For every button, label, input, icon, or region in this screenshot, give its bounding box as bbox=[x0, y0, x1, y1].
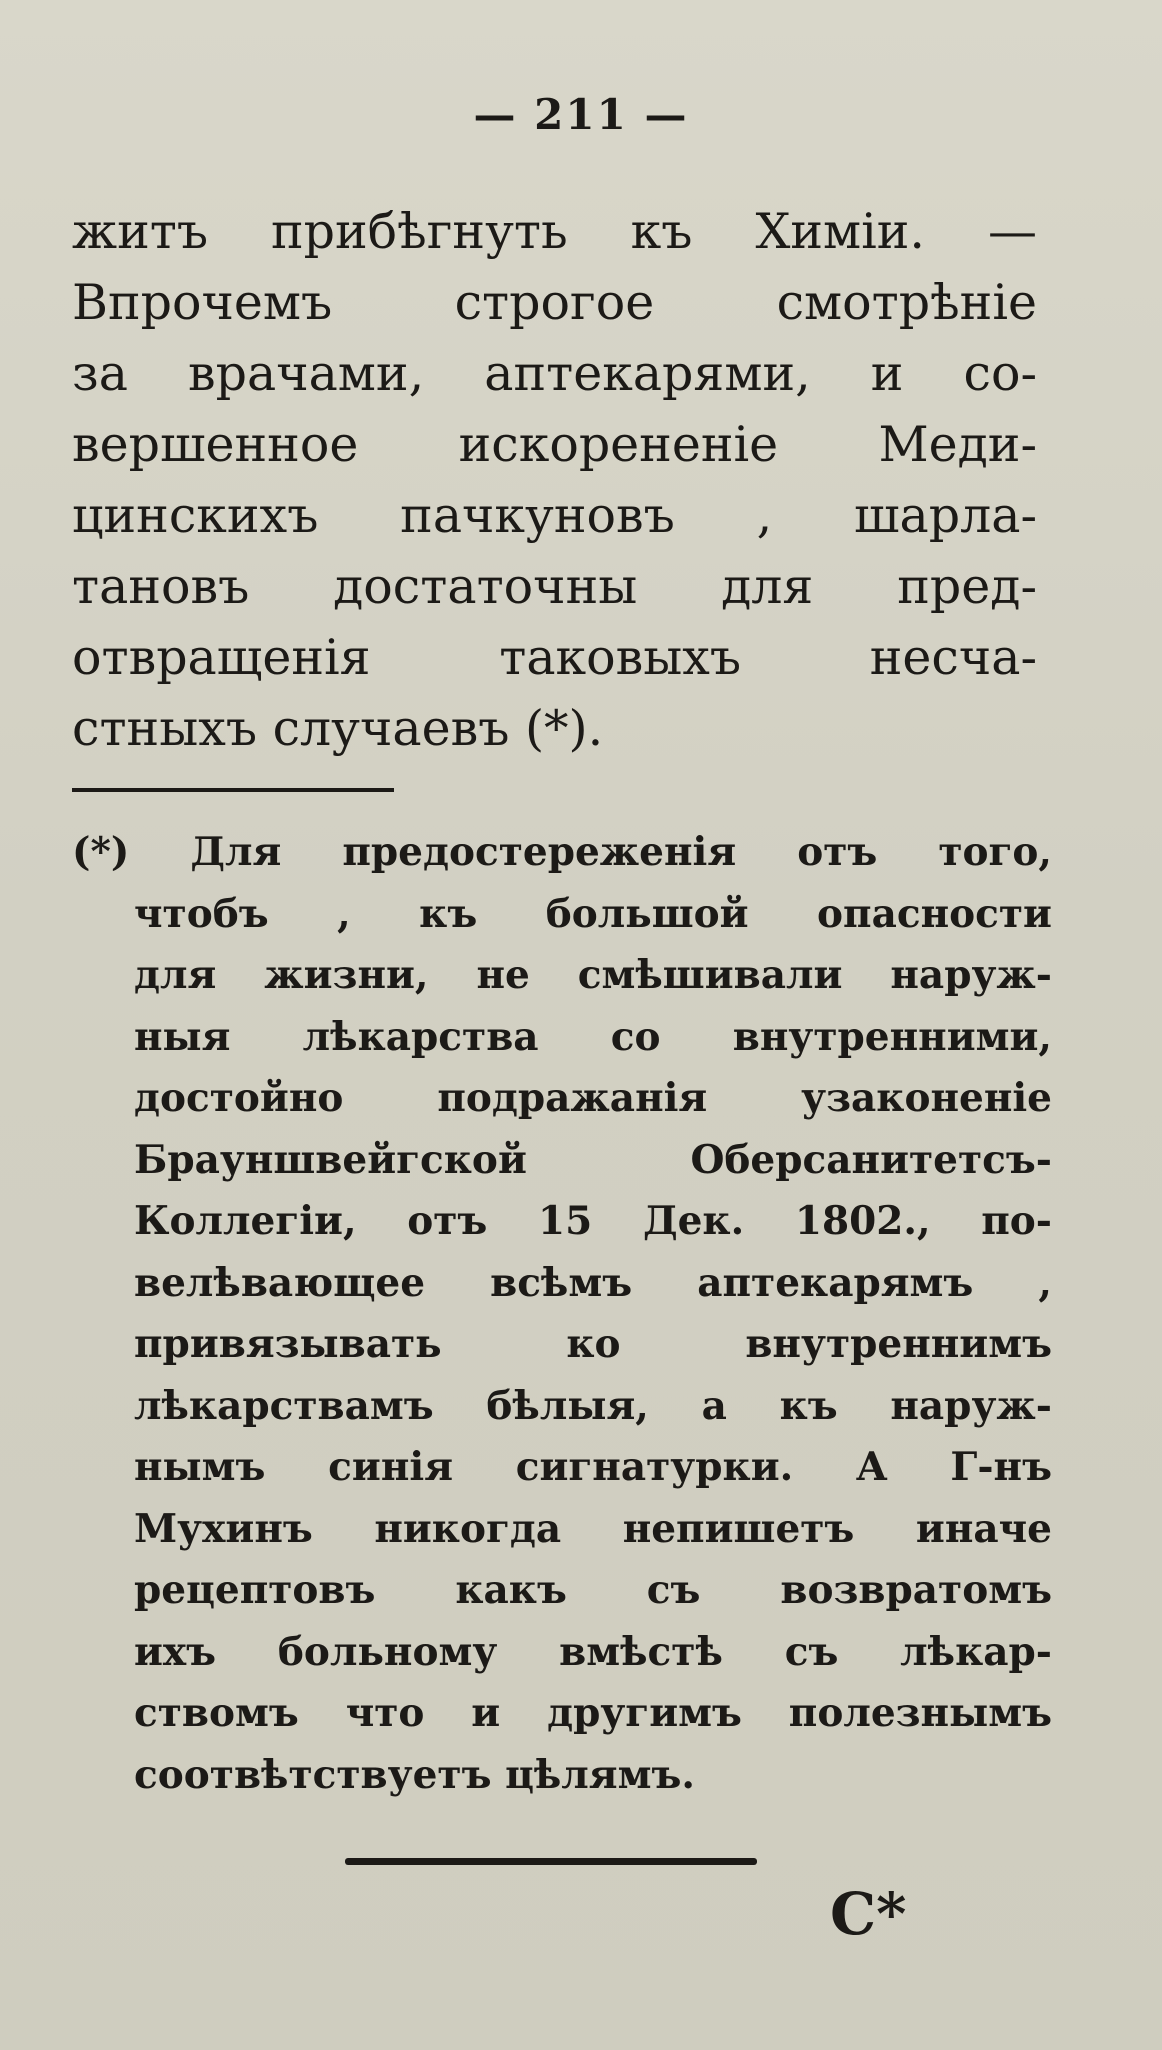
main-text-line: тановъ достаточны для пред- bbox=[72, 558, 1037, 615]
footnote-line: соотвѣтствуетъ цѣлямъ. bbox=[134, 1751, 695, 1798]
footnote-line: достойно подражанія узаконеніе bbox=[134, 1075, 1052, 1121]
footnote-line: ныя лѣкарства со внутренними, bbox=[134, 1013, 1052, 1060]
main-text-line: стныхъ случаевъ (*). bbox=[72, 700, 604, 757]
catchword: С* bbox=[830, 1880, 907, 1948]
footnote-block bbox=[72, 822, 1052, 1806]
footnote-line: ихъ больному вмѣстѣ съ лѣкар- bbox=[134, 1628, 1052, 1675]
footnote-line: ствомъ что и другимъ полезнымъ bbox=[134, 1690, 1052, 1736]
footnote-line: велѣвающее всѣмъ аптекарямъ , bbox=[134, 1259, 1052, 1306]
main-text-line: цинскихъ пачкуновъ , шарла- bbox=[72, 487, 1037, 544]
footnote-line: привязывать ко внутреннимъ bbox=[134, 1321, 1052, 1367]
footnote-line: Брауншвейгской Оберсанитетсъ- bbox=[134, 1136, 1052, 1183]
main-text-line: за врачами, аптекарями, и со- bbox=[72, 345, 1037, 402]
footnote-line: рецептовъ какъ съ возвратомъ bbox=[134, 1567, 1052, 1613]
footnote-line: Мухинъ никогда непишетъ иначе bbox=[134, 1505, 1052, 1552]
footnote-line: Коллегіи, отъ 15 Дек. 1802., по- bbox=[134, 1198, 1052, 1244]
main-text-line: житъ прибѣгнуть къ Химіи. — bbox=[72, 203, 1037, 260]
footnote-separator bbox=[72, 788, 394, 792]
footnote-line: нымъ синія сигнатурки. А Г-нъ bbox=[134, 1444, 1052, 1490]
end-rule bbox=[345, 1858, 757, 1865]
main-text-block bbox=[72, 196, 1037, 764]
footnote-line: лѣкарствамъ бѣлыя, а къ наруж- bbox=[134, 1382, 1052, 1429]
footnote-line: чтобъ , къ большой опасности bbox=[134, 890, 1052, 937]
footnote-line: (*) Для предостереженія отъ того, bbox=[72, 829, 1052, 875]
main-text-line: вершенное искорененіе Меди- bbox=[72, 416, 1037, 473]
main-text-line: Впрочемъ строгое смотрѣніе bbox=[72, 274, 1037, 331]
main-text-line: отвращенія таковыхъ несча- bbox=[72, 629, 1037, 686]
footnote-line: для жизни, не смѣшивали наруж- bbox=[134, 952, 1052, 998]
page-number: — 211 — bbox=[473, 90, 689, 139]
